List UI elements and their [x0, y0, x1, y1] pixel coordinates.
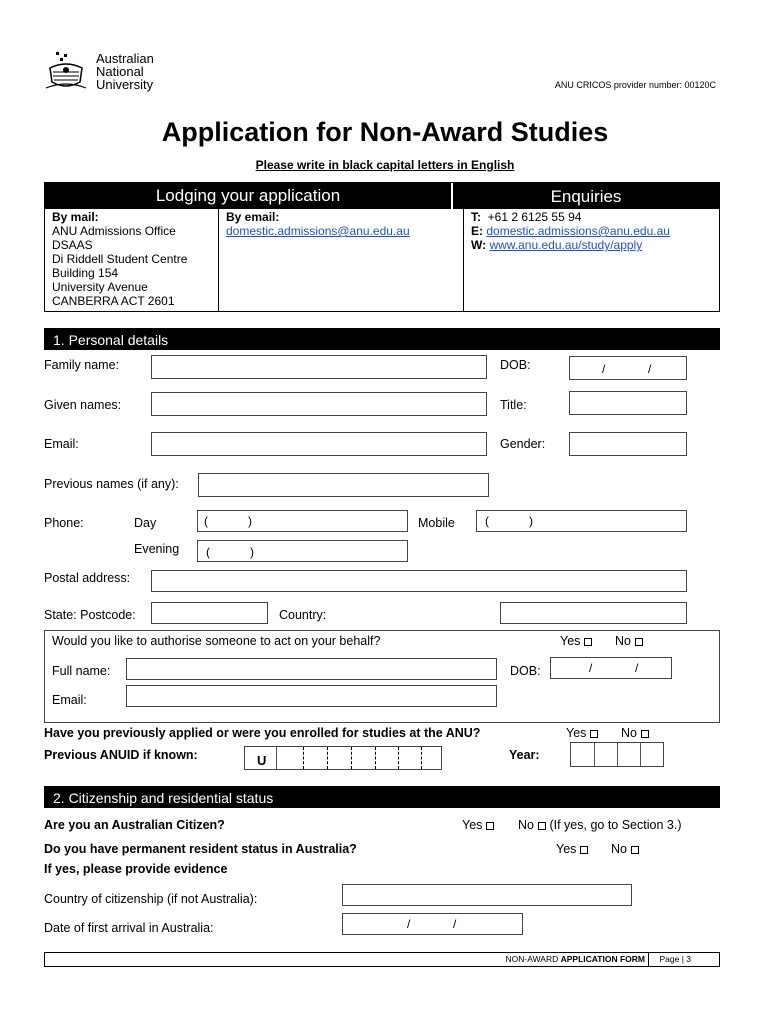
dob-separator: /	[602, 362, 606, 376]
date-separator: /	[453, 917, 457, 931]
email-title: By email:	[226, 210, 280, 224]
area-code-close: )	[250, 545, 254, 559]
area-code-open: (	[485, 514, 489, 528]
mobile-phone-field[interactable]	[476, 510, 687, 532]
authorised-full-name-label: Full name:	[52, 664, 111, 678]
tel-label: T:	[471, 210, 481, 224]
mail-section	[52, 210, 187, 308]
citizen-no-option[interactable]	[518, 818, 681, 832]
state-postcode-field[interactable]	[151, 602, 268, 624]
given-names-label: Given names:	[44, 398, 122, 412]
citizen-no-label: No	[518, 818, 534, 832]
pr-no-option[interactable]	[611, 842, 639, 856]
pr-yes-label: Yes	[556, 842, 577, 856]
title-field[interactable]	[569, 391, 687, 415]
anu-crest-icon	[44, 50, 88, 94]
first-arrival-label: Date of first arrival in Australia:	[44, 921, 214, 935]
authorise-question: Would you like to authorise someone to act on your behalf?	[52, 634, 381, 648]
mail-line: CANBERRA ACT 2601	[52, 294, 175, 308]
pr-question: Do you have permanent resident status in Australia?	[44, 842, 357, 856]
section2-heading: 2. Citizenship and residential status	[53, 790, 274, 806]
section1-header	[44, 328, 720, 350]
previous-yes-label: Yes	[566, 726, 587, 740]
section2-header	[44, 786, 720, 808]
enquiries-section	[471, 210, 670, 252]
given-names-field[interactable]	[151, 392, 487, 416]
section1-heading: 1. Personal details	[53, 332, 169, 348]
authorise-yes-label: Yes	[560, 634, 581, 648]
family-name-label: Family name:	[44, 358, 120, 372]
page-subtitle: Please write in black capital letters in English	[255, 158, 515, 172]
page-title: Application for Non-Award Studies	[161, 117, 609, 147]
citizen-yes-option[interactable]	[462, 818, 494, 832]
pr-yes-checkbox[interactable]	[580, 846, 588, 854]
logo-text-line3: University	[96, 77, 154, 92]
mobile-label: Mobile	[418, 516, 455, 530]
logo-text-line1: Australian	[96, 51, 154, 66]
phone-label: Phone:	[44, 516, 84, 530]
admissions-email-link[interactable]: domestic.admissions@anu.edu.au	[226, 224, 410, 238]
logo-text-line2: National	[96, 64, 144, 79]
citizen-yes-label: Yes	[462, 818, 483, 832]
authorise-yes-option[interactable]	[560, 634, 592, 648]
authorise-no-option[interactable]	[615, 634, 643, 648]
footer-form-name	[506, 954, 645, 964]
dob-separator: /	[648, 362, 652, 376]
mail-line: Building 154	[52, 266, 119, 280]
pr-no-checkbox[interactable]	[631, 846, 639, 854]
dob-separator: /	[635, 661, 639, 675]
evening-label: Evening	[134, 542, 180, 556]
authorise-no-label: No	[615, 634, 631, 648]
mail-line: University Avenue	[52, 280, 148, 294]
previous-yes-checkbox[interactable]	[590, 730, 598, 738]
lodging-table	[44, 182, 720, 312]
first-arrival-field[interactable]	[342, 913, 523, 935]
area-code-close: )	[248, 514, 252, 528]
pr-no-label: No	[611, 842, 627, 856]
mail-title: By mail:	[52, 210, 99, 224]
previous-yes-option[interactable]	[566, 726, 598, 740]
enquiries-email-link[interactable]: domestic.admissions@anu.edu.au	[486, 224, 670, 238]
authorised-dob-field[interactable]	[550, 657, 672, 679]
website-link[interactable]: www.anu.edu.au/study/apply	[489, 238, 643, 252]
dob-field[interactable]	[569, 356, 687, 380]
enquiries-header	[453, 183, 719, 209]
previous-anu-question: Have you previously applied or were you enrolled for studies at the ANU?	[44, 726, 481, 740]
country-label: Country:	[279, 608, 327, 622]
evening-phone-field[interactable]	[197, 540, 408, 562]
footer-page-number: Page | 3	[659, 954, 691, 964]
year-label: Year:	[509, 748, 540, 762]
postal-address-field[interactable]	[151, 570, 687, 592]
email-field[interactable]	[151, 432, 487, 456]
anu-logo	[44, 50, 169, 94]
previous-names-label: Previous names (if any):	[44, 477, 179, 491]
footer-bar	[44, 952, 720, 967]
anuid-prefix: U	[257, 753, 267, 768]
anuid-label: Previous ANUID if known:	[44, 748, 198, 762]
pr-yes-option[interactable]	[556, 842, 588, 856]
w-label: W:	[471, 238, 487, 252]
citizen-question: Are you an Australian Citizen?	[44, 818, 225, 832]
dob-separator: /	[589, 661, 593, 675]
enquiries-heading: Enquiries	[550, 187, 622, 206]
date-separator: /	[407, 917, 411, 931]
authorised-email-field[interactable]	[126, 685, 497, 707]
mail-line: ANU Admissions Office	[52, 224, 176, 238]
previous-no-checkbox[interactable]	[641, 730, 649, 738]
previous-no-label: No	[621, 726, 637, 740]
evidence-note: If yes, please provide evidence	[44, 862, 228, 876]
postal-address-label: Postal address:	[44, 571, 131, 585]
area-code-open: (	[206, 545, 210, 559]
state-postcode-label: State: Postcode:	[44, 608, 136, 622]
lodging-header	[45, 183, 451, 209]
dob-label: DOB:	[500, 358, 531, 372]
footer-form-prefix: NON-AWARD	[505, 954, 561, 964]
authorised-email-label: Email:	[52, 693, 87, 707]
day-phone-field[interactable]	[197, 510, 408, 532]
authorise-no-checkbox[interactable]	[635, 638, 643, 646]
year-field[interactable]	[570, 742, 664, 767]
gender-label: Gender:	[500, 437, 546, 451]
country-field[interactable]	[500, 602, 687, 624]
citizen-no-checkbox[interactable]	[538, 822, 546, 830]
cricos-number: ANU CRICOS provider number: 00120C	[554, 80, 716, 90]
e-label: E:	[471, 224, 483, 238]
authorised-dob-label: DOB:	[510, 664, 541, 678]
tel-value: +61 2 6125 55 94	[487, 210, 582, 224]
email-section	[226, 210, 410, 238]
previous-no-option[interactable]	[621, 726, 649, 740]
footer-form-bold: APPLICATION FORM	[560, 954, 645, 964]
citizen-yes-checkbox[interactable]	[486, 822, 494, 830]
authorise-yes-checkbox[interactable]	[584, 638, 592, 646]
previous-names-field[interactable]	[198, 473, 489, 497]
gender-field[interactable]	[569, 432, 687, 456]
area-code-open: (	[204, 514, 208, 528]
country-citizenship-field[interactable]	[342, 884, 632, 906]
citizen-no-note: (If yes, go to Section 3.)	[549, 818, 682, 832]
authorised-full-name-field[interactable]	[126, 658, 497, 680]
anuid-field[interactable]	[244, 746, 442, 770]
mail-line: DSAAS	[52, 238, 93, 252]
email-label: Email:	[44, 437, 79, 451]
mail-line: Di Riddell Student Centre	[52, 252, 188, 266]
area-code-close: )	[529, 514, 533, 528]
day-label: Day	[134, 516, 157, 530]
title-label: Title:	[500, 398, 527, 412]
country-citizenship-label: Country of citizenship (if not Australia):	[44, 892, 258, 906]
family-name-field[interactable]	[151, 355, 487, 379]
lodging-heading: Lodging your application	[155, 186, 341, 205]
